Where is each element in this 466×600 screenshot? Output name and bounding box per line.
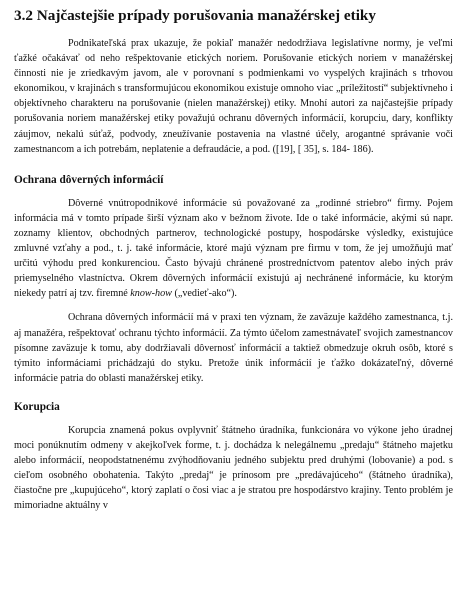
corruption-paragraph-1: Korupcia znamená pokus ovplyvniť štátneho úradníka, funkcionára vo výkone jeho úradnej moci ponúknutím odmeny v akejkoľvek forme, t. j. dochádza k nelegálnemu „predaju“ štátneho majetku alebo informácií, neopodstatnenému zvýhodňovaniu jedného subjektu pred druhými (lobovanie) a pod. s cieľom osobného obohatenia. Takýto „predaj“ je prínosom pre „predávajúceho“ (štátneho úradníka), čiastočne pre „kupujúceho“, ktorý zaplatí o čosi viac a je stratou pre hospodárstvo krajiny. Tento problém je mimoriadne aktuálny v: [14, 424, 453, 512]
section-heading-corruption: Korupcia: [14, 400, 60, 413]
intro-paragraph: Podnikateľská prax ukazuje, že pokiaľ manažér nedodržiava legislatívne normy, je veľmi ťažké očakávať od neho rešpektovanie etických noriem. Porušovanie etických noriem v manažérskej činnosti nie je zriedkavým javom, ale v porovnaní s podmienkami vo vyspelých krajinách s trhovou ekonomikou, v krajinách s transformujúcou ekonomikou existuje omnoho viac „príležitostí“ subjektívneho i objektívneho charakteru na porušovanie (nielen manažérskej) etiky. Mnohí autori za najčastejšie prípady porušovania noriem manažérskej etiky považujú ochranu dôverných informácií, korupciu, dary, konflikty záujmov, nekalú súťaž, podvody, zneužívanie postavenia na vlastné účely, arogantné správanie voči zamestnancom a ich potrebám, neplatenie a defraudácie, a pod. ([19], [ 35], s. 184- 186).: [14, 38, 453, 155]
know-how-term: know-how: [130, 288, 172, 300]
confidential-info-text: Dôverné vnútropodnikové informácie sú považované za „rodinné striebro“ firmy. Pojem informácia má v tomto prípade širší význam ako v bežnom živote. Ide o také informácie, akými sú napr. zoznamy klientov, obchodných partnerov, technologické postupy, hospodárske výsledky, existujúce zmluvné vzťahy a pod., t. j. také informácie, ktoré majú význam pre firmu v tom, že jej umožňujú mať určitú výhodu pred konkurenciou. Často bývajú chránené prostredníctvom patentov alebo iných práv priemyselného vlastníctva. Okrem dôverných informácií existujú aj nechránené informácie, ku ktorým niekedy patrí aj tzv. firemné: [14, 197, 453, 300]
confidential-info-paragraph-1: [14, 196, 453, 302]
section-heading-confidential-info: Ochrana dôverných informácií: [14, 173, 164, 186]
page-title: 3.2 Najčastejšie prípady porušovania manažérskej etiky: [14, 7, 376, 24]
confidential-info-paragraph-2: Ochrana dôverných informácií má v praxi ten význam, že zaväzuje každého zamestnanca, t.j. aj manažéra, rešpektovať ochranu týchto informácií. Za týmto účelom zamestnávateľ svojich zamestnancov písomne zaväzuje k tomu, aby dodržiavali dôvernosť informácií a taktiež obmedzuje okruh osôb, ktoré s týmito informáciami prichádzajú do styku. Pretože únik informácií je ťažko dokázateľný, dôverné informácie patria do oblasti manažérskej etiky.: [14, 312, 453, 384]
document-page: [14, 6, 453, 513]
confidential-info-text-end: („vedieť-ako“).: [171, 288, 237, 300]
